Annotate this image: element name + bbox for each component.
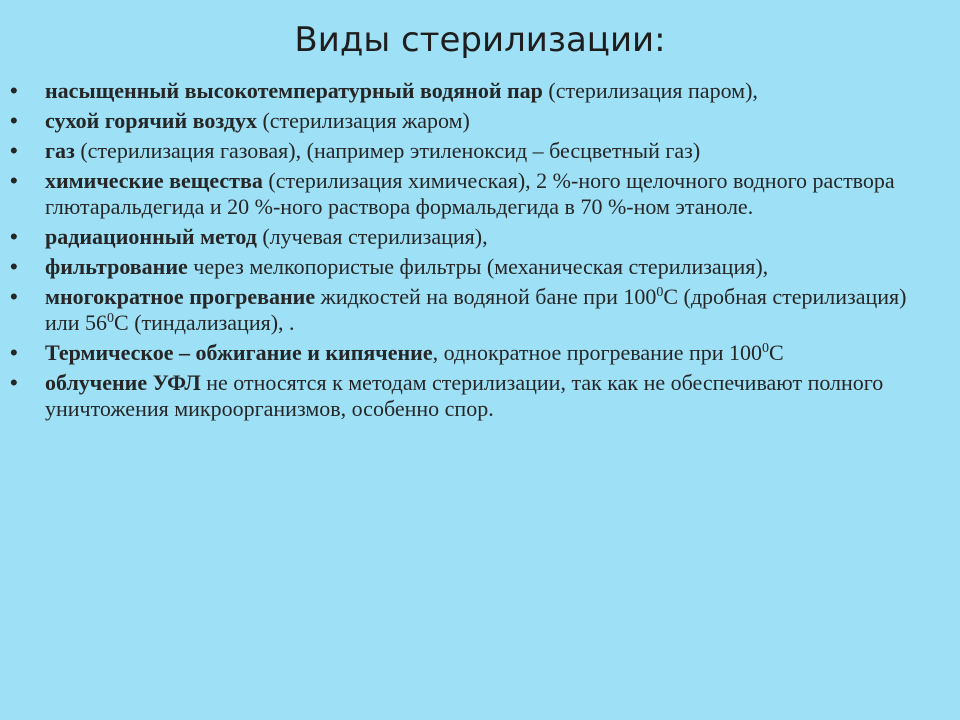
item-description-part: , однократное прогревание при 100	[432, 340, 763, 365]
item-term: сухой горячий воздух	[45, 108, 257, 133]
bullet-icon: •	[10, 168, 18, 193]
list-item-thermal	[10, 340, 940, 366]
bullet-icon: •	[10, 284, 18, 309]
item-term: радиационный метод	[45, 224, 257, 249]
list-item-repeated-heating	[10, 284, 940, 336]
item-description: (стерилизация химическая), 2 %-ного щелочного водного раствора глютаральдегида и 20 %-ного раствора формальдегида в 70 %-ном этаноле.	[45, 168, 895, 219]
item-description-part: жидкостей на водяной бане при 100	[315, 284, 657, 309]
item-description: не относятся к методам стерилизации, так как не обеспечивают полного уничтожения микроорганизмов, особенно спор.	[45, 370, 884, 421]
bullet-icon: •	[10, 340, 18, 365]
item-description: (лучевая стерилизация),	[256, 224, 488, 249]
sterilization-types-list	[10, 78, 940, 426]
list-item-radiation	[10, 224, 940, 250]
item-description: (стерилизация паром),	[542, 78, 758, 103]
item-description: (стерилизация жаром)	[256, 108, 470, 133]
degree-superscript: 0	[762, 341, 770, 356]
bullet-icon: •	[10, 78, 18, 103]
list-item-uv	[10, 370, 940, 422]
bullet-icon: •	[10, 254, 18, 279]
item-term: облучение УФЛ	[45, 370, 201, 395]
item-term: насыщенный высокотемпературный водяной пар	[45, 78, 543, 103]
bullet-icon: •	[10, 138, 18, 163]
bullet-icon: •	[10, 108, 18, 133]
degree-superscript: 0	[656, 285, 664, 300]
degree-superscript: 0	[107, 311, 115, 326]
list-item-steam	[10, 78, 940, 104]
item-description: (стерилизация газовая), (например этиленоксид – бесцветный газ)	[74, 138, 701, 163]
item-description: через мелкопористые фильтры (механическая стерилизация),	[187, 254, 769, 279]
item-description-part: С	[769, 340, 784, 365]
list-item-dry-heat	[10, 108, 940, 134]
item-description-part: С (дробная стерилизация) или 56	[45, 284, 907, 335]
list-item-chemical	[10, 168, 940, 220]
list-item-filtration	[10, 254, 940, 280]
item-term: многократное прогревание	[45, 284, 316, 309]
item-term: химические вещества	[45, 168, 263, 193]
bullet-icon: •	[10, 224, 18, 249]
list-item-gas	[10, 138, 940, 164]
item-term: фильтрование	[45, 254, 188, 279]
slide-title: Виды стерилизации:	[294, 20, 666, 60]
bullet-icon: •	[10, 370, 18, 395]
item-term: Термическое – обжигание и кипячение	[45, 340, 433, 365]
item-description-part: С (тиндализация), .	[114, 310, 295, 335]
item-term: газ	[45, 138, 75, 163]
